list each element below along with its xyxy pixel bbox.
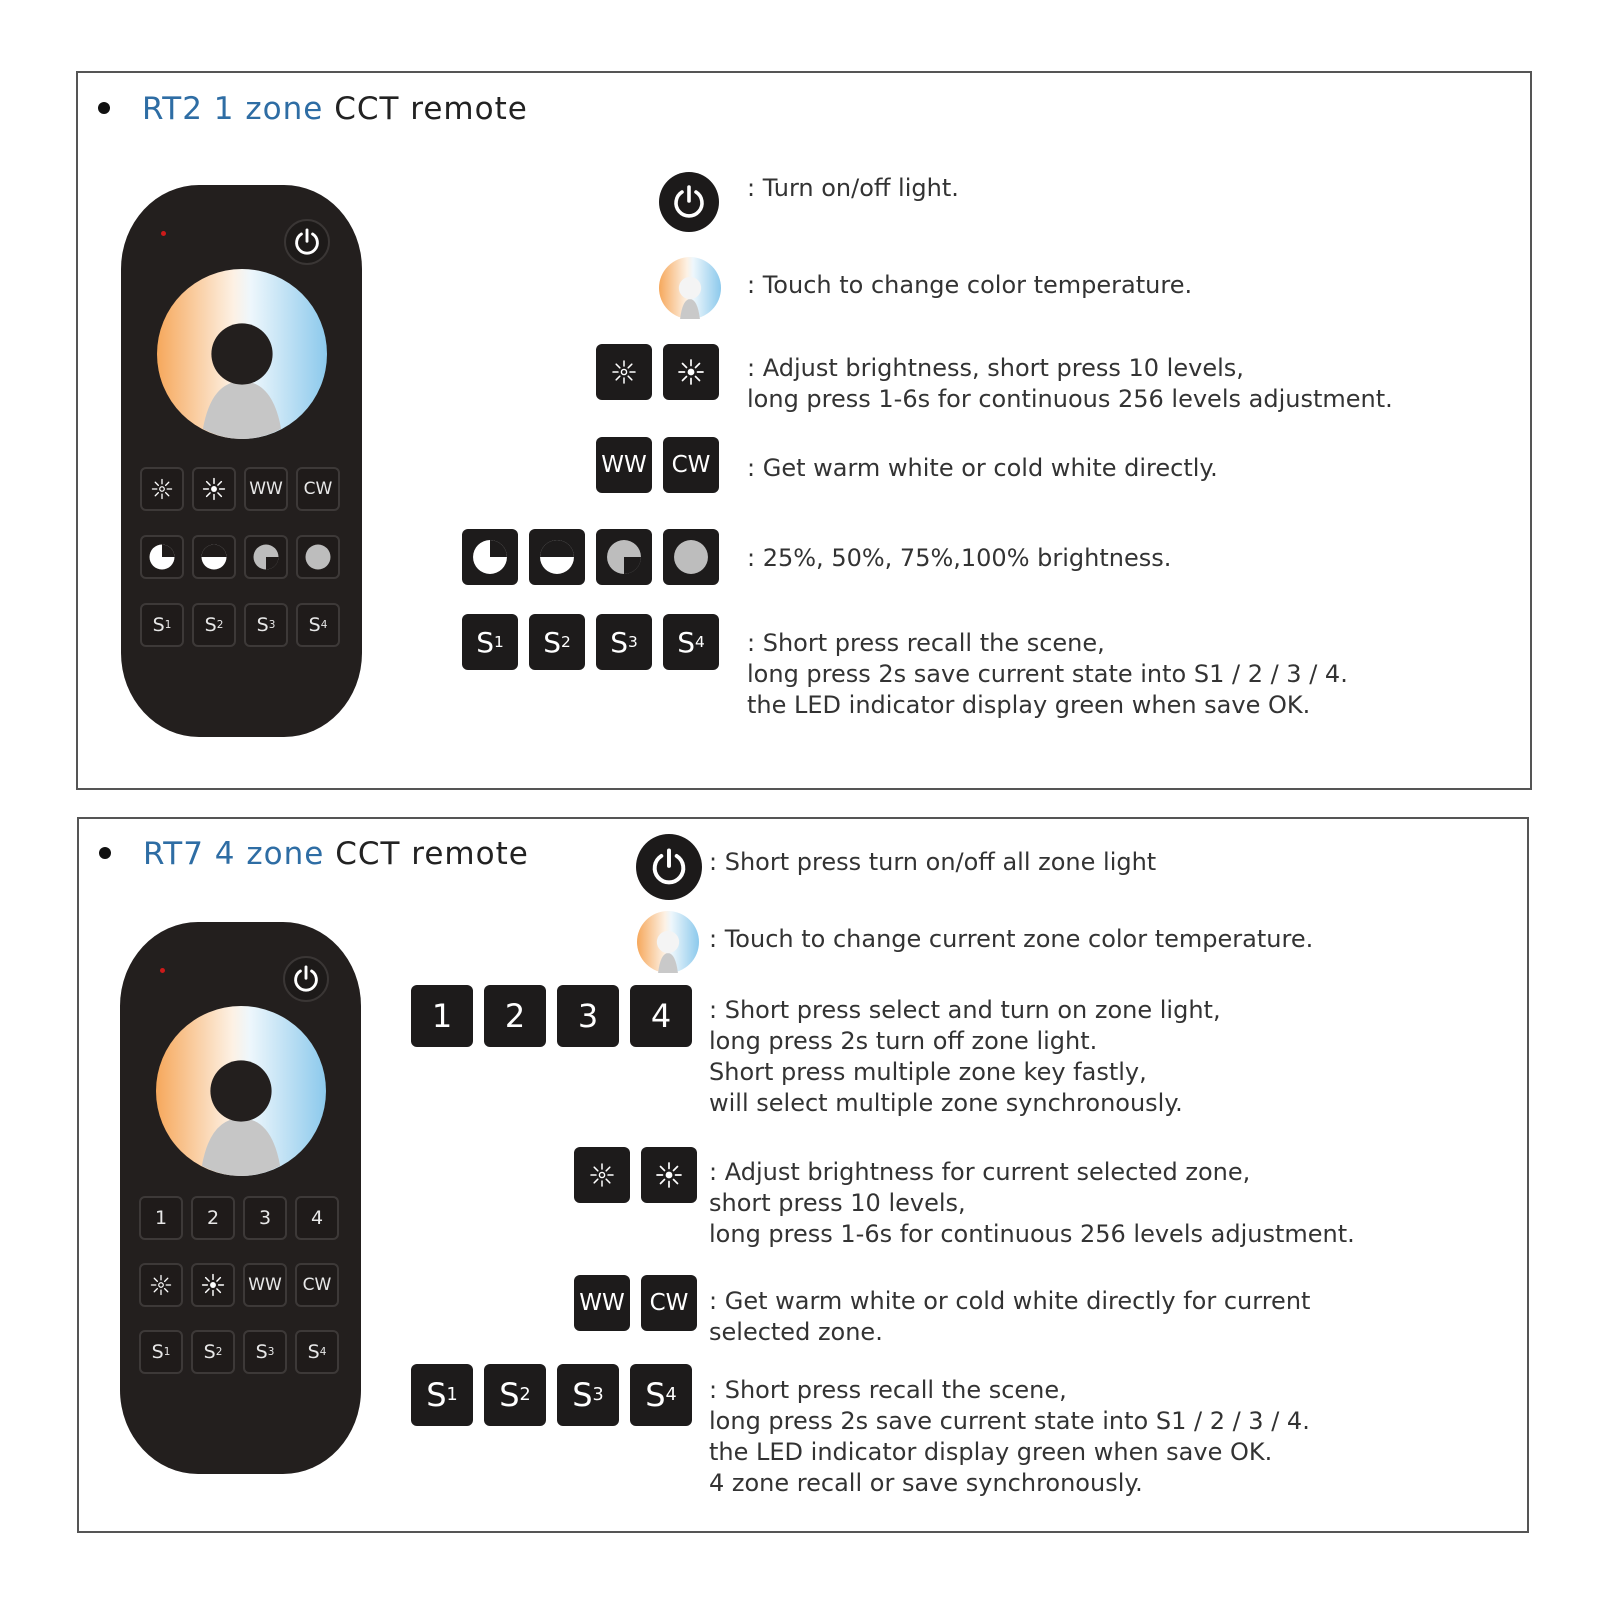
sun-bright-icon (654, 1160, 684, 1190)
scene-description: : Short press recall the scene, long press 2s save current state into S1 / 2 / 3 / 4. the LED indicator display green when save OK. (747, 629, 1348, 719)
remote-zone-3-button[interactable]: 3 (243, 1196, 287, 1240)
remote-brightness-up-button[interactable] (192, 467, 236, 511)
scene-1-key[interactable]: S 1 (411, 1364, 473, 1426)
bullet-icon (98, 102, 110, 114)
led-indicator (161, 231, 166, 236)
sun-dim-icon (148, 1272, 174, 1298)
brightness-50-icon (538, 538, 576, 576)
scene-2-key[interactable]: S 2 (529, 614, 585, 670)
remote-power-button[interactable] (283, 956, 329, 1002)
scene-2-key[interactable]: S 2 (484, 1364, 546, 1426)
remote-zone-4-button[interactable]: 4 (295, 1196, 339, 1240)
brightness-25-key[interactable] (462, 529, 518, 585)
remote-cw-button[interactable]: CW (296, 467, 340, 511)
remote-power-button[interactable] (284, 219, 330, 265)
brightness-100-icon (672, 538, 710, 576)
remote-scene-2-button[interactable]: S 2 (191, 1330, 235, 1374)
power-description: : Short press turn on/off all zone light (709, 848, 1157, 876)
brightness-50-key[interactable] (529, 529, 585, 585)
remote-75-button[interactable] (244, 535, 288, 579)
brightness-description: : Adjust brightness for current selected zone, short press 10 levels, long press 1-6s for continuous 256 levels adjustment. (709, 1158, 1355, 1248)
zones-description: : Short press select and turn on zone light, long press 2s turn off zone light. Short press multiple zone key fastly, will select multiple zone synchronously. (709, 996, 1221, 1117)
brightness-down-key[interactable] (574, 1147, 630, 1203)
power-icon (290, 963, 322, 995)
ww-key[interactable]: WW (596, 437, 652, 493)
brightness-25-icon (471, 538, 509, 576)
rt2-panel (76, 71, 1532, 790)
model-name: RT2 1 zone (142, 91, 324, 127)
remote-ww-button[interactable]: WW (243, 1263, 287, 1307)
sun-dim-icon (587, 1160, 617, 1190)
zone-2-key[interactable]: 2 (484, 985, 546, 1047)
scene-4-key[interactable]: S 4 (630, 1364, 692, 1426)
remote-cw-button[interactable]: CW (295, 1263, 339, 1307)
brightness-75-key[interactable] (596, 529, 652, 585)
wwcw-description: : Get warm white or cold white directly for current selected zone. (709, 1287, 1311, 1346)
rt2-heading (98, 91, 528, 127)
color-temperature-wheel[interactable] (156, 1006, 326, 1176)
color-temperature-wheel[interactable] (157, 269, 327, 439)
remote-brightness-up-button[interactable] (191, 1263, 235, 1307)
remote-zone-2-button[interactable]: 2 (191, 1196, 235, 1240)
brightness-description: : Adjust brightness, short press 10 levels, long press 1-6s for continuous 256 levels adjustment. (747, 354, 1393, 413)
power-icon (291, 226, 323, 258)
remote-ww-button[interactable]: WW (244, 467, 288, 511)
remote-50-button[interactable] (192, 535, 236, 579)
color-description: : Touch to change color temperature. (747, 271, 1193, 299)
remote-type: CCT remote (335, 836, 529, 872)
sun-dim-icon (149, 476, 175, 502)
sun-dim-icon (609, 357, 639, 387)
color-temperature-icon[interactable] (637, 911, 699, 973)
remote-scene-1-button[interactable]: S 1 (140, 603, 184, 647)
power-icon (669, 182, 709, 222)
sun-bright-icon (200, 1272, 226, 1298)
rt2-remote-illustration (121, 185, 362, 737)
sun-bright-icon (201, 476, 227, 502)
remote-scene-1-button[interactable]: S 1 (139, 1330, 183, 1374)
remote-scene-2-button[interactable]: S 2 (192, 603, 236, 647)
brightness-75-icon (605, 538, 643, 576)
scene-3-key[interactable]: S 3 (596, 614, 652, 670)
remote-25-button[interactable] (140, 535, 184, 579)
power-icon (647, 845, 691, 889)
led-indicator (160, 968, 165, 973)
zone-3-key[interactable]: 3 (557, 985, 619, 1047)
brightness-up-key[interactable] (641, 1147, 697, 1203)
remote-scene-4-button[interactable]: S 4 (296, 603, 340, 647)
brightness-75-icon (252, 543, 280, 571)
brightness-100-key[interactable] (663, 529, 719, 585)
bullet-icon (99, 847, 111, 859)
remote-brightness-down-button[interactable] (139, 1263, 183, 1307)
remote-scene-3-button[interactable]: S 3 (243, 1330, 287, 1374)
brightness-100-icon (304, 543, 332, 571)
brightness-50-icon (200, 543, 228, 571)
remote-type: CCT remote (334, 91, 528, 127)
rt7-panel (77, 817, 1529, 1533)
power-key[interactable] (636, 834, 702, 900)
wwcw-description: : Get warm white or cold white directly. (747, 454, 1218, 482)
brightness-up-key[interactable] (663, 344, 719, 400)
rt7-remote-illustration (120, 922, 361, 1474)
cw-key[interactable]: CW (641, 1275, 697, 1331)
color-description: : Touch to change current zone color temperature. (709, 925, 1314, 953)
model-name: RT7 4 zone (143, 836, 325, 872)
remote-zone-1-button[interactable]: 1 (139, 1196, 183, 1240)
brightness-down-key[interactable] (596, 344, 652, 400)
rt7-heading (99, 836, 529, 872)
sun-bright-icon (676, 357, 706, 387)
remote-scene-4-button[interactable]: S 4 (295, 1330, 339, 1374)
scene-description: : Short press recall the scene, long press 2s save current state into S1 / 2 / 3 / 4. the LED indicator display green when save OK. 4 zone recall or save synchronously. (709, 1376, 1310, 1497)
remote-scene-3-button[interactable]: S 3 (244, 603, 288, 647)
remote-brightness-down-button[interactable] (140, 467, 184, 511)
power-description: : Turn on/off light. (747, 174, 959, 202)
zone-4-key[interactable]: 4 (630, 985, 692, 1047)
cw-key[interactable]: CW (663, 437, 719, 493)
levels-description: : 25%, 50%, 75%,100% brightness. (747, 544, 1172, 572)
remote-100-button[interactable] (296, 535, 340, 579)
zone-1-key[interactable]: 1 (411, 985, 473, 1047)
power-key[interactable] (659, 172, 719, 232)
scene-1-key[interactable]: S 1 (462, 614, 518, 670)
color-temperature-icon[interactable] (659, 257, 721, 319)
scene-4-key[interactable]: S 4 (663, 614, 719, 670)
scene-3-key[interactable]: S 3 (557, 1364, 619, 1426)
brightness-25-icon (148, 543, 176, 571)
ww-key[interactable]: WW (574, 1275, 630, 1331)
